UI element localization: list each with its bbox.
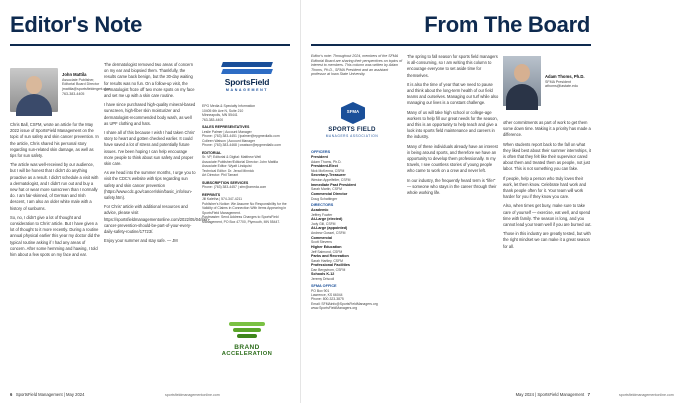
paragraph: In our industry, the frequently heard term is "lifer" — someone who stays in the career through their whole working life.	[407, 177, 497, 196]
paragraph: I share all of this because I wish I had taken Chris' story to heart and gotten checked earlier. It could have saved a lot of stress and potentially future issues. I've been hoping I can help encourage more people to think about sun safety and proper skin care.	[104, 130, 195, 167]
board-member: PO Box 901	[311, 288, 330, 293]
staff-line: Sr. VP, Editorial & Digital: Matthew Weil	[202, 155, 262, 160]
board-role: Commercial Director	[311, 191, 348, 196]
sfma-word: SPORTS FIELD	[328, 126, 376, 133]
paragraph: So, no, I didn't give a lot of thought and consideration to Chris' article. But I have given a lot of thought to it more recently. During a routine annual physical earlier this year my doctor did the typical routine asking if I had any areas of concern. After some hemming and hawing, I told him about a few spots on my face and ear.	[10, 214, 100, 258]
president-photo	[503, 56, 541, 106]
board-section: DIRECTORS	[311, 203, 334, 208]
footer-title: May 2024 | SportsField Management	[515, 392, 585, 397]
board-member: Jeff Salmond, CSFM	[311, 249, 343, 254]
editor-photo	[10, 68, 58, 112]
board-role: At-Large (appointed)	[311, 226, 348, 231]
board-member: Dan Bergstrom, CSFM	[311, 268, 346, 273]
president-role: SFMA President	[545, 79, 571, 84]
paragraph: Many of us will take high school or college-age workers to help fill our great needs for the season, and this is an opportunity to help teach and give a look into sports field maintenance and careers in the industry.	[407, 109, 498, 140]
board-member: Adam Thoms, Ph.D.	[311, 159, 342, 164]
staff-line: Phone: (763) 383-4468 | cwatson@epgmediallc.com	[202, 143, 281, 148]
board-member: Lawrence, KS 66044	[311, 293, 343, 298]
left-page	[0, 0, 300, 403]
board-role: President-Elect	[311, 164, 338, 169]
board-role: Professional Facilities	[311, 263, 350, 268]
staff-list	[202, 104, 292, 224]
board-member: Weston Appelfeller, CSFM	[311, 178, 351, 183]
staff-line: Minneapolis, MN 55441	[202, 113, 238, 117]
staff-line: Technical Editor: Dr. Jerad Minnick	[202, 168, 255, 173]
paragraph: When students report back to the fall on what they liked best about their summer internships, it is often that they felt like their supervisor cared about them and treated them as people, not just labor. This is not something you can fake.	[503, 141, 591, 172]
paragraph: The spring to fall season for sports field managers is all-consuming, so I am writing this column to encourage everyone to set aside time for themselves.	[407, 54, 498, 78]
board-column-2	[407, 54, 499, 199]
editors-intro-note: Editor's note: Throughout 2024, members of the SFMA Editorial Board are sharing their perspectives on topics of interest to members. This column was written by Adam Thoms, Ph.D., SFMA President and an assistant professor at Iowa State University.	[311, 54, 403, 77]
board-member: Andrew Gossel, CSFM	[311, 231, 346, 236]
board-role: President	[311, 155, 328, 159]
sfma-sub: MANAGERS ASSOCIATION	[325, 134, 379, 138]
left-footer	[10, 392, 84, 397]
paragraph: The article was well-received by our audience, but I will be honest that I didn't do anything proactive as a result. I didn't schedule a visit with a dermatologist, and I didn't run out and buy a new hat or wear more sunscreen than I normally do. I am fair-skinned, of German and Irish descent, I am also an older white male with a history of sunburns.	[10, 162, 99, 211]
board-member: Jody Gill, CSFM	[311, 222, 336, 227]
staff-heading: EDITORIAL	[202, 150, 222, 155]
logo-text-2: ACCELERATION	[221, 351, 273, 357]
sportsfield-management-logo	[218, 60, 276, 98]
editor-role-2: Editorial Board Director	[62, 82, 100, 87]
logo-sub: MANAGEMENT	[225, 88, 269, 92]
paragraph: Chris Ball, CSFM, wrote an article for the May 2022 issue of SportsField Management on the topic of sun safety and skin cancer prevention. In the article, Chris shared his personal story regarding sun-related skin damage, as well as tips for sun safety.	[10, 122, 99, 159]
staff-line: Art Director: Phil Tarrant	[202, 173, 239, 178]
board-member: Email: SFMAinfo@SportsFieldManagers.org	[311, 301, 378, 306]
paragraph: If people, help a person who truly loves their work, let them know. Celebrate hard work and thank people often for it. Your team will work harder for you if they know you care.	[503, 175, 587, 200]
board-section: OFFICERS	[311, 150, 331, 154]
staff-heading: SALES REPRESENTATIVES	[202, 125, 250, 129]
staff-line: 763-383-4400	[202, 117, 224, 122]
board-member: Nick McKenna, CSFM	[311, 169, 345, 173]
paragraph: Many of these individuals already have an interest in being around sports, and therefore we have an opportunity to develop them professionally. In my travels, I see countless stories of young people who came to work on a crew and never left.	[407, 143, 498, 174]
signoff: Enjoy your summer and stay safe. — JM	[104, 238, 178, 244]
staff-line: Phone: (763) 383-4457 | sfm@omeda.com	[202, 185, 267, 190]
president-info	[545, 74, 595, 89]
editors-note-title: Editor's Note	[10, 12, 143, 37]
board-member: Jeremy Driscoll	[311, 277, 335, 282]
staff-line: Jill Kaletha | 574-347-4211	[202, 197, 243, 202]
staff-heading: REPRINTS	[202, 192, 221, 197]
staff-heading: SUBSCRIPTION SERVICES	[202, 180, 249, 185]
board-role: Schools K-12	[311, 272, 335, 277]
board-member: Scott Stevens	[311, 240, 332, 245]
board-member: Phone: 800-323-3875	[311, 297, 344, 302]
staff-line: Phone: (763) 383-4451 | lpalmer@epgmediallc.com	[202, 134, 280, 139]
staff-box	[202, 60, 292, 224]
logo-word: SportsField	[224, 77, 270, 87]
editor-role: Associate Publisher,	[62, 77, 95, 82]
paragraph: I have since purchased high-quality mineral-based sunscreen, high-fiber skin moisturizer and dermatologist-recommended body wash, as well as UPF clothing and hats.	[104, 102, 196, 126]
right-footer	[516, 392, 590, 397]
staff-line: Leslie Palmer | Account Manager	[202, 129, 252, 134]
staff-line: Postmaster: Send Address Changes to SportsField Management, PO Box 47700, Plymouth, MN 55447.	[202, 215, 281, 224]
president-email[interactable]: athoms@iastate.edu	[545, 84, 579, 89]
paragraph: As we head into the summer months, I urge you to visit the CDC's website with tips regarding sun safety and skin cancer prevention (https://www.cdc.gov/cancer/skin/basic_info/sun-safety.htm).	[104, 170, 196, 201]
brand-acceleration-logo	[214, 318, 280, 357]
staff-line: 10405 6th Ave N, Suite 210	[202, 108, 244, 113]
page-number: 6	[10, 392, 13, 397]
board-member: Sarah Martin, CSFM	[311, 187, 342, 192]
staff-line: Publisher's Notice: We Assume No Responsibility for the Validity of Claims in Connection With Items Appearing in SportsField Management.	[202, 201, 287, 215]
editor-email[interactable]: jmattila@sportsfieldmgmt.com	[62, 87, 111, 92]
board-section: SFMA OFFICE	[311, 283, 337, 288]
board-role: Commercial	[311, 235, 333, 240]
president-name: Adam Thoms, Ph.D.	[545, 74, 585, 79]
board-member: www.SportsFieldManagers.org	[311, 306, 358, 311]
staff-line: Associate Editor: Wyatt Lindquist	[202, 164, 252, 169]
staff-line: Associate Publisher/Editorial Director: John Mattila	[202, 159, 278, 164]
board-role: At-Large (elected)	[311, 217, 343, 222]
board-member: Sarah Hartley, CSFM	[311, 258, 343, 263]
board-role: Academic	[311, 208, 329, 213]
board-role: Parks and Recreation	[311, 254, 349, 259]
paragraph: Also, when times get busy, make sure to take care of yourself — exercise, eat well, and spend time with family. The season is long, and you cannot lead your team well if you are burned out.	[503, 203, 592, 228]
footer-title: SportsField Management | May 2024	[15, 392, 85, 397]
right-page	[300, 0, 674, 403]
board-member: Doug Schattinger	[311, 196, 338, 201]
sfma-hex-text: SFMA	[346, 109, 360, 114]
paragraph: other commitments as part of work to get them some down time. Making it a priority has made a difference.	[503, 120, 591, 138]
staff-line: EPG Media & Specialty Information	[202, 104, 256, 108]
title-rule	[10, 44, 290, 46]
editorial-column-1	[10, 122, 100, 261]
board-member: Jeffrey Fowler	[311, 212, 333, 217]
sfma-logo	[319, 102, 385, 142]
logo-text-1: BRAND	[234, 344, 260, 351]
paragraph: For Chris' article with additional resources and advice, please visit https://sportsfieldmanagementonline.com/2022/05/04/skin-cancer-prevention-should-be-part-of-your-every-daily-safety-routine/17723/.	[104, 204, 211, 235]
editorial-column-2	[104, 62, 211, 247]
board-column-3	[503, 120, 593, 253]
footer-url[interactable]: sportsfieldmanagementonline.com	[619, 393, 674, 397]
board-role: Secretary-Treasurer	[311, 173, 346, 178]
from-the-board-title: From The Board	[424, 12, 590, 37]
paragraph: The dermatologist removed two areas of concern on my ear and biopsied them. Thankfully, the results came back benign, but the 30-day waiting for results was no fun. On a follow-up visit, the dermatologist froze off two more spots on my face and set me up with a skin care routine.	[104, 62, 195, 99]
editor-name: John Mattila	[62, 72, 87, 77]
paragraph: Those in this industry are greatly tested, but with the right mindset we can make it a great season for all.	[503, 231, 591, 249]
board-list	[311, 148, 401, 311]
board-role: Higher Education	[311, 244, 342, 249]
footer-url[interactable]: sportsfieldmanagementonline.com	[165, 393, 220, 397]
staff-line: Colleen Watson | Account Manager	[202, 138, 255, 143]
page-number: 7	[587, 392, 590, 397]
board-role: Immediate Past President	[311, 182, 356, 187]
editor-phone: 763-383-4405	[62, 92, 85, 97]
paragraph: It is also the time of year that we need to pause and think about the long-term health of our field teams and ourselves. Managing our turf while also managing our lives is a constant challenge.	[407, 81, 499, 106]
title-rule	[311, 44, 591, 46]
